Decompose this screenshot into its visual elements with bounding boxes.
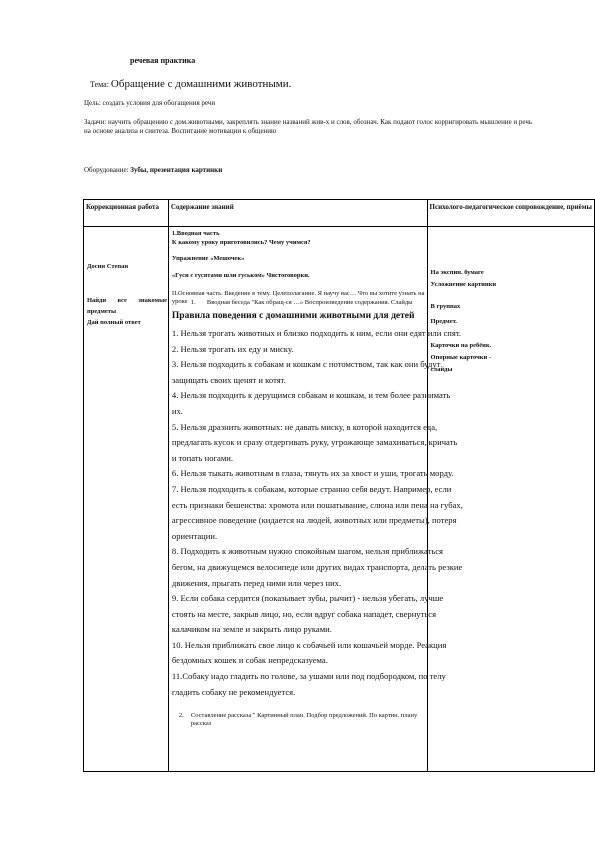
support-line: Карточки на ребёнк. xyxy=(430,342,492,349)
rule-line: бездомных кошек и собак непредсказуема. xyxy=(171,655,328,666)
lesson-theme xyxy=(90,78,291,90)
rule-line: 8. Подходить к животным нужно спокойным шагом, нельзя приближаться xyxy=(171,546,444,557)
equipment-label: Оборудование: xyxy=(84,166,129,174)
intro-question: К какому уроку приготовились? Чему учимся? xyxy=(171,239,311,246)
rule-line: есть признаки бешенства: хромота или пошатывание, слюна или пена на губах, xyxy=(171,499,463,510)
support-line: На экспин. бумаге xyxy=(430,269,484,276)
table-body-row xyxy=(84,227,595,772)
correction-task-line2: предметы xyxy=(87,308,117,315)
support-line: Усложнение картинки xyxy=(430,281,497,288)
rule-line: 2. Нельзя трогать их еду и миску. xyxy=(171,343,294,354)
student-name: Досин Степан xyxy=(87,263,129,270)
correction-task-line3: Дай полный ответ xyxy=(87,319,141,326)
main-part: II.Основная часть. Введение в тему. Целеполагание. Я научу вас… Что вы хотите узнать на уроке xyxy=(171,290,425,305)
intro-title: 1.Вводная часть xyxy=(171,230,220,237)
rule-line: предлагать кусок и сразу отдергивать руку, угрожающе замахиваться, кричать xyxy=(171,437,458,448)
rule-line: 6. Нельзя тыкать животным в глаза, тянуть их за хвост и уши, трогать морду. xyxy=(171,468,454,479)
rule-line: агрессивное поведение (кидается на людей, животных или предметы), потеря xyxy=(171,515,457,526)
intro-conversation: Вводная беседа "Как обращ-ся …» Воспроизведение содержания. Слайды xyxy=(206,299,413,306)
rule-line: 11.Собаку надо гладить по голове, за ушами или под подбородком, по телу xyxy=(171,671,446,682)
support-line: В группах xyxy=(430,303,461,310)
correction-cell xyxy=(84,227,169,772)
support-line: слайды xyxy=(430,366,453,373)
exercise-title: Упражнение «Мешочек» xyxy=(171,255,245,262)
story-number: 2. xyxy=(178,712,184,719)
rule-line: 1. Нельзя трогать животных и близко подходить к ним, если они едят или спят. xyxy=(171,328,462,338)
equipment-value: Зубы, презентация картинки xyxy=(130,166,223,174)
rule-line: и топать ногами. xyxy=(171,452,234,463)
story-task: Составление рассказа " Картинный план. Подбор предложений. По картин. плану рассказ xyxy=(190,712,418,727)
header-content: Содержание знаний xyxy=(168,200,427,227)
support-line: Предмет. xyxy=(430,318,457,325)
rule-line: 9. Если собака сердится (показывает зубы, рычит) - нельзя убегать, лучше xyxy=(171,593,444,604)
rule-line: ориентации. xyxy=(171,530,218,541)
table-header-row xyxy=(84,200,595,227)
rule-line: защищать своих щенят и котят. xyxy=(171,374,286,385)
rule-line: движения, прыгать перед ними или через них. xyxy=(171,577,342,588)
tongue-twister: «Гуси с гусятами шли гуськом» Чистоговорки. xyxy=(171,272,310,279)
rule-line: 4. Нельзя подходить к дерущимся собакам и кошкам, и тем более разнимать xyxy=(171,390,451,401)
rule-line: 5. Нельзя дразнить животных: не давать миску, в которой находится еда, xyxy=(171,421,438,432)
correction-task-line1: Найди все знакомые xyxy=(87,297,168,304)
rule-line: 10. Нельзя приближать свое лицо к собачьей или кошачьей морде. Реакция xyxy=(171,639,447,650)
rule-line: бегом, на движущемся велосипеде или других видах транспорта, делать резкие xyxy=(171,561,463,572)
rule-line: гладить собаку не рекомендуется. xyxy=(171,686,296,697)
lesson-goal: Цель: создать условия для обогащения речи xyxy=(84,99,216,107)
theme-prefix: Тема: xyxy=(90,80,109,89)
support-line: Опорные карточки - xyxy=(430,354,492,361)
conversation-number: 1. xyxy=(190,299,196,306)
rule-line: 7. Нельзя подходить к собакам, которые странно себя ведут. Например, если xyxy=(171,483,452,494)
rule-line: стоять на месте, закрыв лицо, но, если вдруг собака нападет, свернуться xyxy=(171,608,437,619)
lesson-equipment xyxy=(84,166,222,174)
theme-title: Обращение с домашними животными. xyxy=(110,78,292,90)
lesson-subject: речевая практика xyxy=(130,56,196,65)
rule-line: калачиком на земле и закрыть лицо руками. xyxy=(171,624,332,635)
support-cell xyxy=(427,227,594,772)
rule-line: 3. Нельзя подходить к собакам и кошкам с потомством, так как они будут xyxy=(171,359,441,370)
rule-line: их. xyxy=(171,405,183,416)
header-support: Психолого-педагогическое сопровождение, приёмы xyxy=(427,200,594,227)
rules-title: Правила поведения с домашними животными для детей xyxy=(171,311,415,321)
lesson-tasks: Задачи: научить обращению с дом.животными, закреплять знание названий жив-х и слов, обознач. Как подают голос корригировать мышление и речь на основе анализа и синтеза. Воспитание мотивации к общению xyxy=(84,118,533,135)
lesson-plan-table xyxy=(83,199,595,772)
header-correction: Коррекционная работа xyxy=(84,200,169,227)
